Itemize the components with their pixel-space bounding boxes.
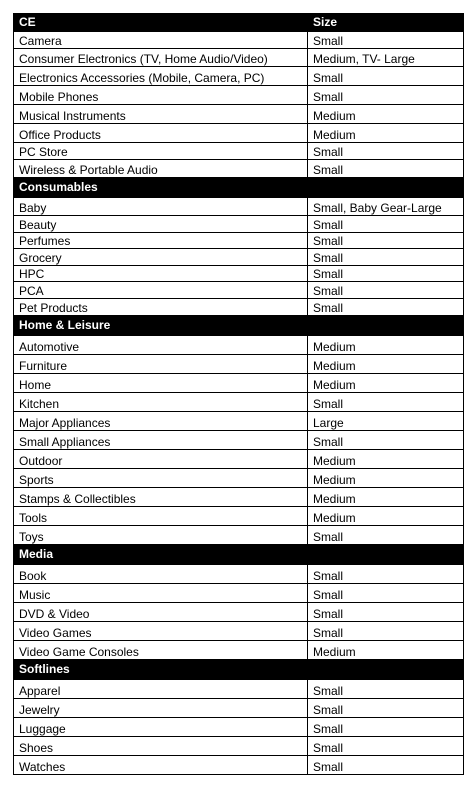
table-row — [14, 641, 464, 660]
table-row — [14, 622, 464, 641]
category-cell: Perfumes — [14, 233, 308, 249]
category-cell: PCA — [14, 282, 308, 299]
table-row — [14, 565, 464, 584]
category-cell: Automotive — [14, 336, 308, 355]
category-cell: Home — [14, 374, 308, 393]
category-cell: Outdoor — [14, 450, 308, 469]
size-cell: Small — [308, 282, 464, 299]
table-row — [14, 393, 464, 412]
size-cell: Small — [308, 680, 464, 699]
table-row — [14, 233, 464, 249]
table-row — [14, 336, 464, 355]
size-cell: Small — [308, 584, 464, 603]
size-cell: Small — [308, 737, 464, 756]
size-cell: Medium — [308, 488, 464, 507]
category-cell: HPC — [14, 266, 308, 282]
table-body — [14, 14, 464, 775]
category-cell: Music — [14, 584, 308, 603]
table-row — [14, 488, 464, 507]
size-cell: Small — [308, 86, 464, 105]
section-header-consumables — [14, 178, 464, 198]
size-column-header — [308, 660, 464, 680]
section-header-softlines — [14, 660, 464, 680]
size-column-header — [308, 545, 464, 565]
table-row — [14, 105, 464, 124]
table-row — [14, 160, 464, 178]
table-row — [14, 699, 464, 718]
size-cell: Small — [308, 67, 464, 86]
section-title: Home & Leisure — [14, 316, 308, 336]
table-row — [14, 680, 464, 699]
size-cell: Small — [308, 160, 464, 178]
table-row — [14, 507, 464, 526]
size-cell: Medium — [308, 641, 464, 660]
category-cell: Jewelry — [14, 699, 308, 718]
table-row — [14, 143, 464, 160]
category-cell: Video Game Consoles — [14, 641, 308, 660]
category-cell: Small Appliances — [14, 431, 308, 450]
table-row — [14, 412, 464, 431]
section-title: Softlines — [14, 660, 308, 680]
size-column-header: Size — [308, 14, 464, 32]
category-cell: Tools — [14, 507, 308, 526]
table-row — [14, 355, 464, 374]
category-cell: Book — [14, 565, 308, 584]
size-cell: Small — [308, 526, 464, 545]
category-cell: Apparel — [14, 680, 308, 699]
section-header-media — [14, 545, 464, 565]
table-row — [14, 526, 464, 545]
table-row — [14, 32, 464, 49]
table-row — [14, 249, 464, 266]
table-row — [14, 266, 464, 282]
size-cell: Small — [308, 431, 464, 450]
size-cell: Medium — [308, 507, 464, 526]
size-cell: Medium — [308, 450, 464, 469]
table-row — [14, 756, 464, 775]
category-cell: DVD & Video — [14, 603, 308, 622]
category-cell: Furniture — [14, 355, 308, 374]
category-cell: Toys — [14, 526, 308, 545]
section-title: CE — [14, 14, 308, 32]
size-cell: Medium, TV- Large — [308, 49, 464, 67]
size-cell: Medium — [308, 105, 464, 124]
table-row — [14, 86, 464, 105]
table-row — [14, 603, 464, 622]
category-cell: Wireless & Portable Audio — [14, 160, 308, 178]
category-cell: Stamps & Collectibles — [14, 488, 308, 507]
table-row — [14, 737, 464, 756]
category-cell: Kitchen — [14, 393, 308, 412]
category-cell: Consumer Electronics (TV, Home Audio/Video) — [14, 49, 308, 67]
size-cell: Small — [308, 622, 464, 641]
category-cell: Sports — [14, 469, 308, 488]
size-cell: Medium — [308, 469, 464, 488]
category-cell: PC Store — [14, 143, 308, 160]
category-cell: Mobile Phones — [14, 86, 308, 105]
category-cell: Electronics Accessories (Mobile, Camera, PC) — [14, 67, 308, 86]
table-row — [14, 198, 464, 216]
table-row — [14, 431, 464, 450]
category-cell: Luggage — [14, 718, 308, 737]
category-cell: Pet Products — [14, 299, 308, 316]
section-title: Consumables — [14, 178, 308, 198]
category-cell: Beauty — [14, 216, 308, 233]
category-cell: Grocery — [14, 249, 308, 266]
size-column-header — [308, 178, 464, 198]
category-cell: Office Products — [14, 124, 308, 143]
category-cell: Video Games — [14, 622, 308, 641]
size-cell: Small — [308, 393, 464, 412]
category-cell: Major Appliances — [14, 412, 308, 431]
size-cell: Small — [308, 699, 464, 718]
size-cell: Small — [308, 249, 464, 266]
section-header-home-and-leisure — [14, 316, 464, 336]
size-cell: Small — [308, 216, 464, 233]
table-row — [14, 374, 464, 393]
table-row — [14, 49, 464, 67]
size-cell: Medium — [308, 124, 464, 143]
table-row — [14, 282, 464, 299]
category-cell: Baby — [14, 198, 308, 216]
table-row — [14, 718, 464, 737]
size-cell: Small — [308, 32, 464, 49]
section-header-ce — [14, 14, 464, 32]
size-cell: Large — [308, 412, 464, 431]
size-cell: Small, Baby Gear-Large — [308, 198, 464, 216]
size-column-header — [308, 316, 464, 336]
size-cell: Small — [308, 718, 464, 737]
size-cell: Small — [308, 143, 464, 160]
category-cell: Watches — [14, 756, 308, 775]
category-size-table — [13, 13, 464, 775]
table-row — [14, 584, 464, 603]
table-row — [14, 67, 464, 86]
category-cell: Camera — [14, 32, 308, 49]
size-cell: Small — [308, 233, 464, 249]
category-cell: Shoes — [14, 737, 308, 756]
size-cell: Medium — [308, 374, 464, 393]
section-title: Media — [14, 545, 308, 565]
category-cell: Musical Instruments — [14, 105, 308, 124]
size-cell: Medium — [308, 355, 464, 374]
table-row — [14, 124, 464, 143]
table-row — [14, 216, 464, 233]
size-cell: Small — [308, 565, 464, 584]
table-row — [14, 469, 464, 488]
size-cell: Small — [308, 299, 464, 316]
size-cell: Medium — [308, 336, 464, 355]
size-cell: Small — [308, 603, 464, 622]
table-row — [14, 299, 464, 316]
size-cell: Small — [308, 756, 464, 775]
table-row — [14, 450, 464, 469]
size-cell: Small — [308, 266, 464, 282]
